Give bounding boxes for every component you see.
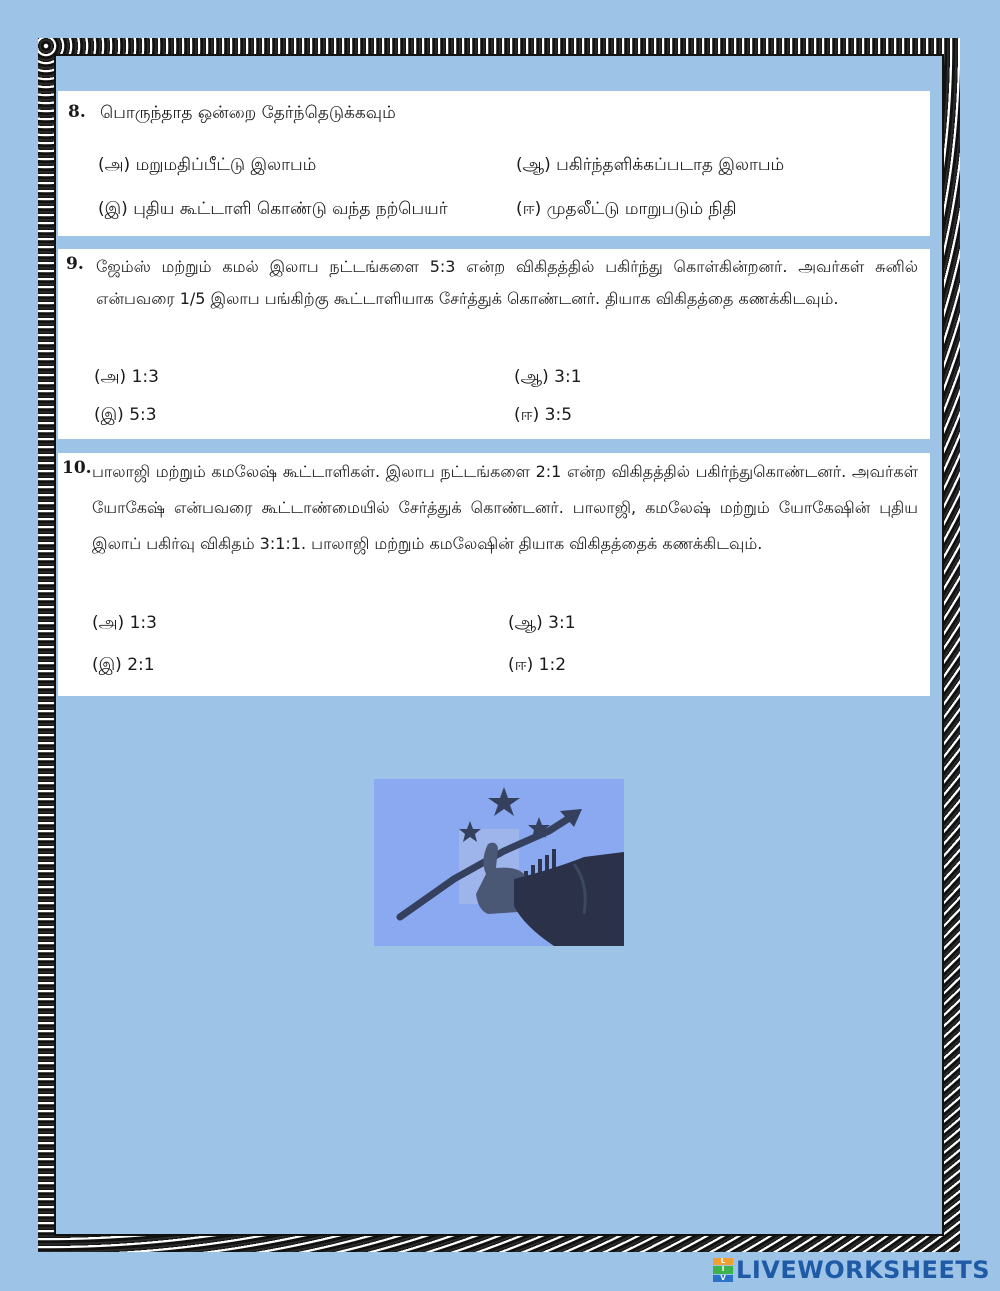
question-card-8: [58, 91, 930, 236]
option-text: பகிர்ந்தளிக்கப்படாத இலாபம்: [556, 155, 785, 175]
option-label: (ஆ): [508, 613, 543, 633]
thumbs-up-growth-icon: [374, 779, 624, 946]
option-c[interactable]: [98, 199, 448, 221]
question-number: 8.: [68, 102, 86, 122]
option-label: (ஈ): [508, 655, 534, 675]
badge-letter: I: [713, 1266, 733, 1273]
question-text: பொருந்தாத ஒன்றை தேர்ந்தெடுக்கவும்: [100, 103, 396, 123]
option-text: 3:5: [544, 405, 573, 425]
option-b[interactable]: [516, 155, 784, 177]
option-text: 2:1: [127, 655, 155, 675]
option-label: (இ): [92, 655, 122, 675]
question-card-9: [58, 249, 930, 439]
option-label: (இ): [98, 199, 128, 219]
brand-name: LIVEWORKSHEETS: [736, 1256, 990, 1284]
badge-letter: V: [713, 1275, 733, 1282]
question-number: 10.: [62, 458, 92, 478]
option-b[interactable]: [514, 367, 582, 389]
option-label: (அ): [98, 155, 131, 175]
option-text: 1:2: [538, 655, 567, 675]
liveworksheets-logo: [713, 1255, 990, 1285]
brand-badge-icon: [713, 1258, 733, 1282]
badge-letter: L: [713, 1258, 733, 1265]
option-a[interactable]: [98, 155, 316, 177]
option-text: புதிய கூட்டாளி கொண்டு வந்த நற்பெயர்: [133, 199, 448, 219]
option-d[interactable]: [508, 655, 566, 677]
option-label: (இ): [94, 405, 124, 425]
option-c[interactable]: [92, 655, 155, 677]
option-text: 3:1: [554, 367, 582, 387]
question-number: 9.: [66, 254, 84, 274]
question-card-10: [58, 453, 930, 696]
option-text: 1:3: [131, 367, 159, 387]
option-label: (ஆ): [516, 155, 551, 175]
option-label: (அ): [94, 367, 127, 387]
option-a[interactable]: [94, 367, 159, 389]
option-text: முதலீட்டு மாறுபடும் நிதி: [546, 199, 737, 219]
question-text: ஜேம்ஸ் மற்றும் கமல் இலாப நட்டங்களை 5:3 என்ற விகிதத்தில் பகிர்ந்து கொள்கின்றனர். அவர்கள் சுனில் என்பவரை 1/5 இலாப பங்கிற்கு கூட்டாளியாக சேர்த்துக் கொண்டனர். தியாக விகிதத்தை கணக்கிடவும்.: [96, 257, 918, 308]
option-d[interactable]: [516, 199, 737, 221]
option-label: (அ): [92, 613, 125, 633]
option-text: 3:1: [548, 613, 576, 633]
option-text: மறுமதிப்பீட்டு இலாபம்: [135, 155, 317, 175]
option-a[interactable]: [92, 613, 157, 635]
option-text: 1:3: [129, 613, 157, 633]
option-label: (ஆ): [514, 367, 549, 387]
option-c[interactable]: [94, 405, 157, 427]
option-label: (ஈ): [516, 199, 542, 219]
option-b[interactable]: [508, 613, 576, 635]
option-label: (ஈ): [514, 405, 540, 425]
option-text: 5:3: [129, 405, 157, 425]
option-d[interactable]: [514, 405, 572, 427]
question-text: பாலாஜி மற்றும் கமலேஷ் கூட்டாளிகள். இலாப நட்டங்களை 2:1 என்ற விகிதத்தில் பகிர்ந்துகொண்டனர். அவர்கள் யோகேஷ் என்பவரை கூட்டாண்மையில் சேர்த்துக் கொண்டனர். பாலாஜி, கமலேஷ் மற்றும் யோகேஷின் புதிய இலாப் பகிர்வு விகிதம் 3:1:1. பாலாஜி மற்றும் கமலேஷின் தியாக விகிதத்தைக் கணக்கிடவும்.: [92, 462, 918, 553]
